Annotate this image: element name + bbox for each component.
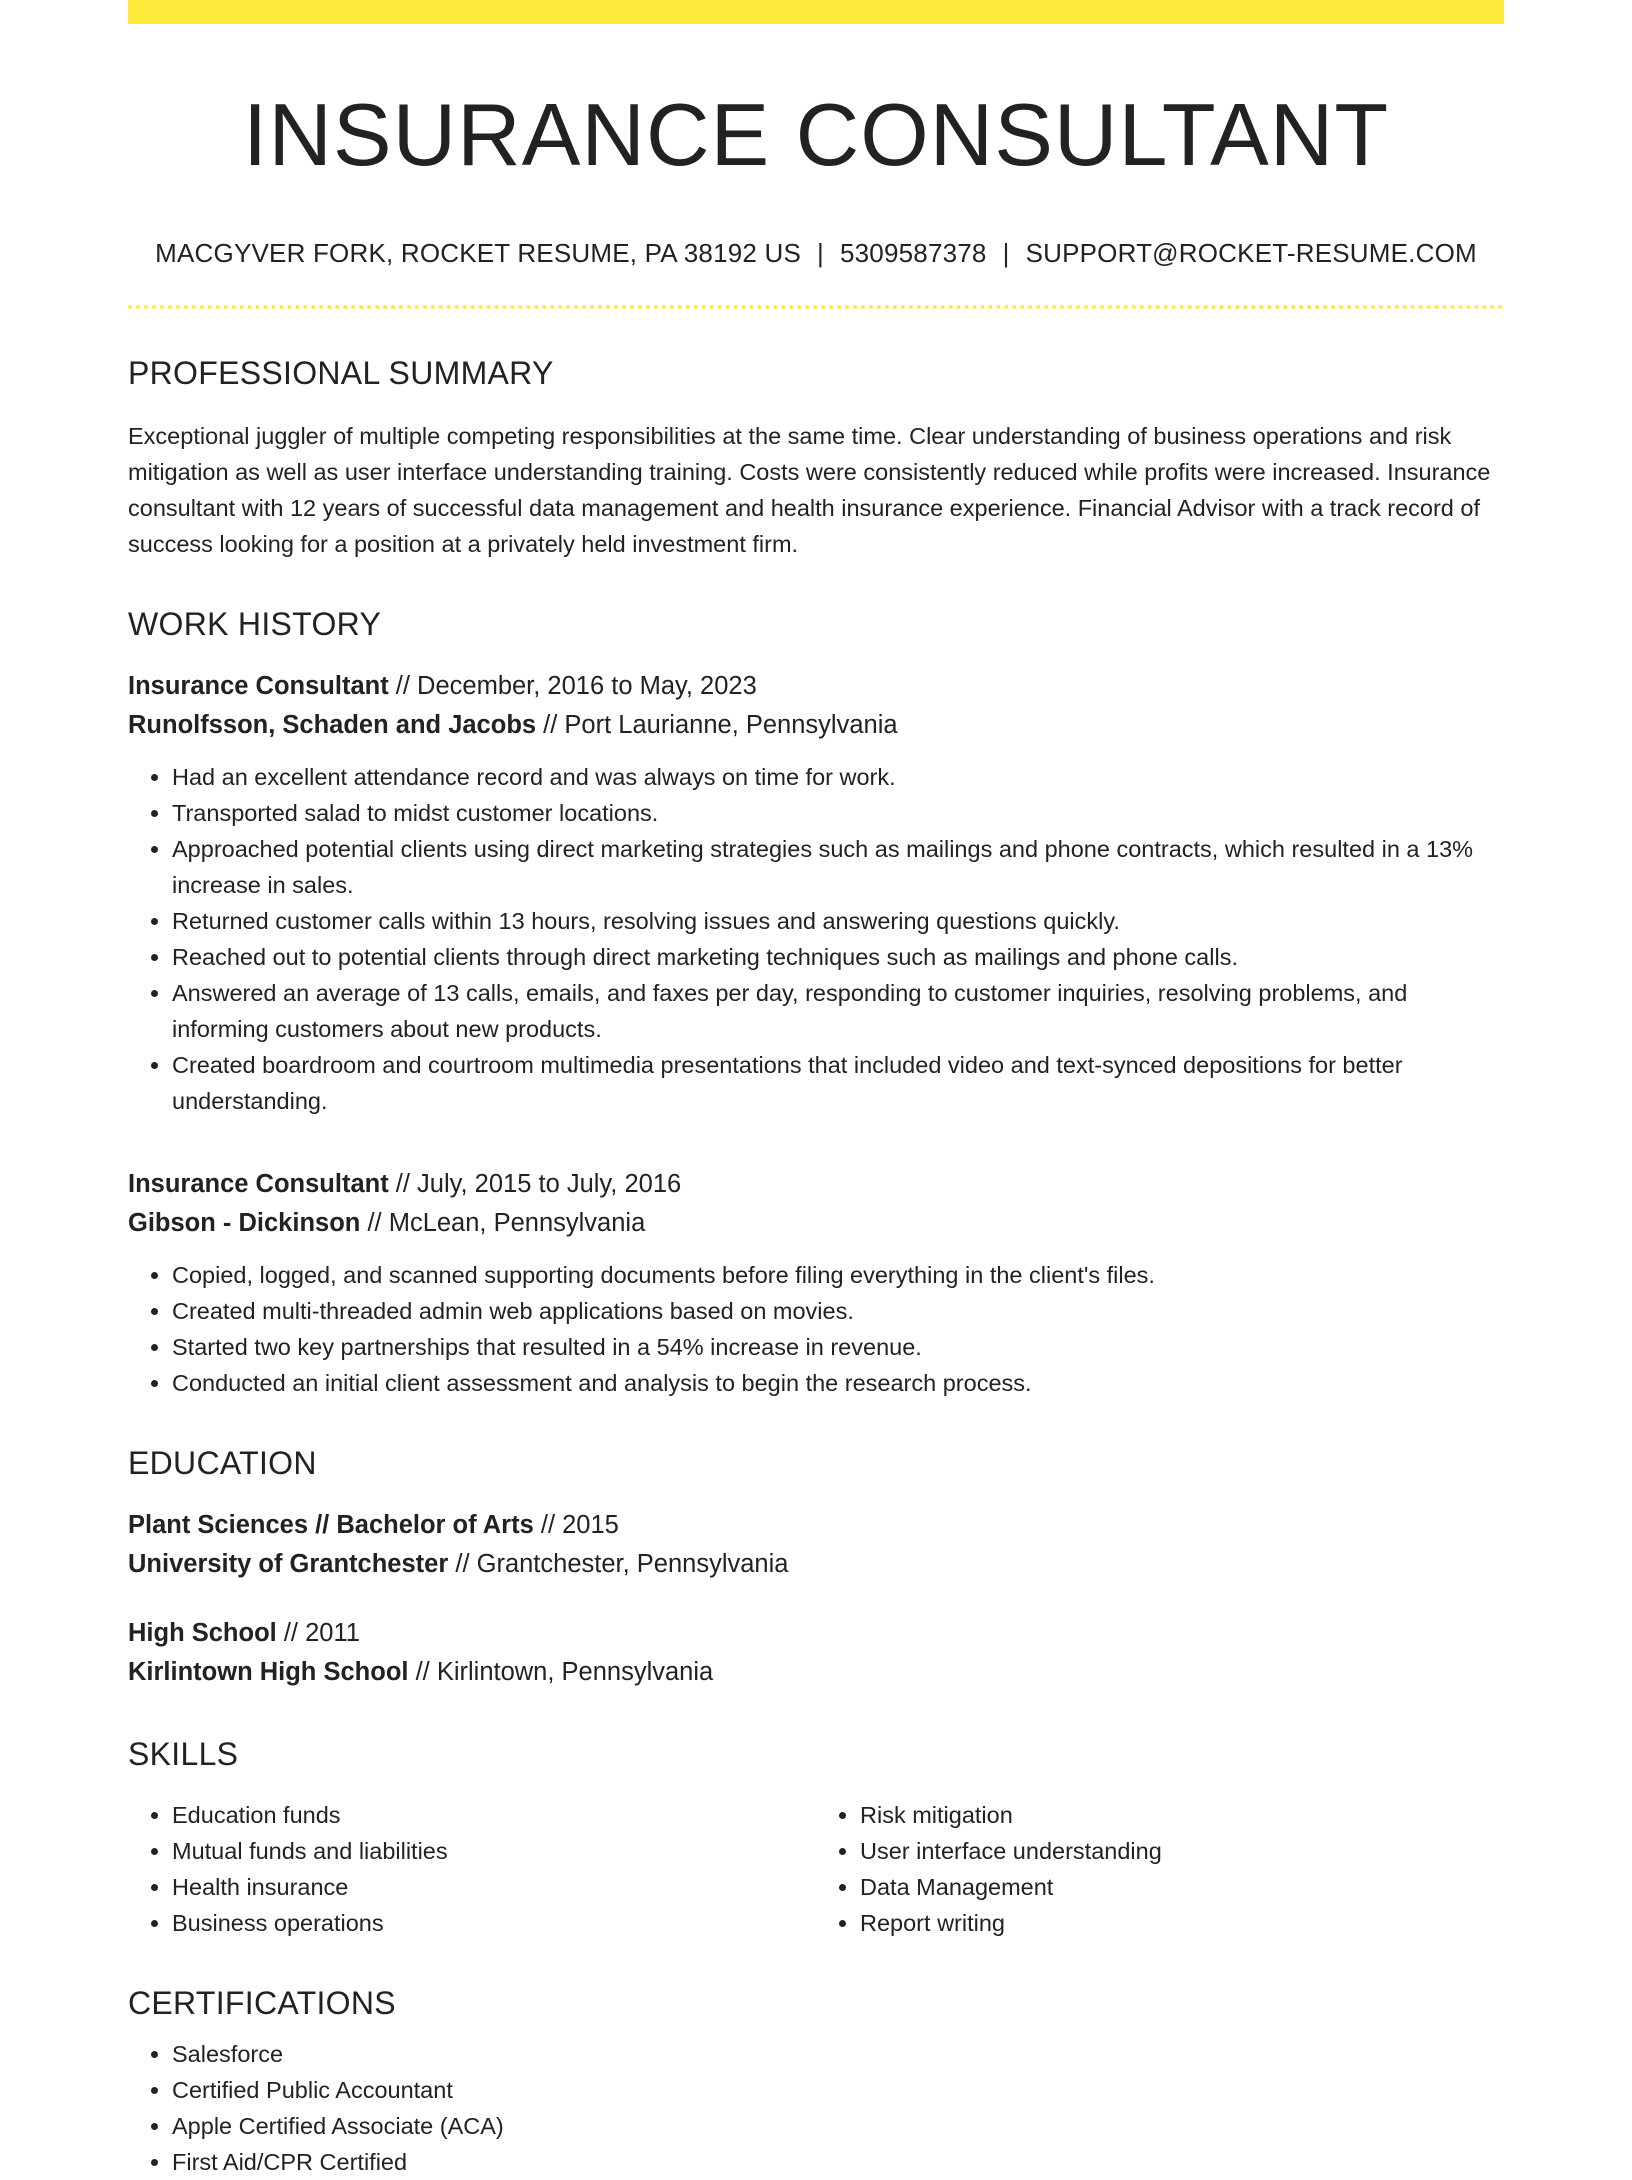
job-location: // Port Laurianne, Pennsylvania xyxy=(536,710,898,739)
job-role: Insurance Consultant xyxy=(128,1169,389,1198)
education-year: // 2015 xyxy=(533,1510,619,1539)
education-year: // 2011 xyxy=(276,1618,360,1647)
accent-top-bar xyxy=(128,0,1504,24)
skill-item: • Report writing xyxy=(860,1905,1504,1941)
job-bullet: • Started two key partnerships that resulted in a 54% increase in revenue. xyxy=(172,1329,1504,1365)
job-role-line xyxy=(128,667,1504,706)
certifications-section xyxy=(128,2036,1504,2180)
education-degree: Plant Sciences // Bachelor of Arts xyxy=(128,1510,534,1539)
education-school: Kirlintown High School xyxy=(128,1657,409,1686)
education-school: University of Grantchester xyxy=(128,1549,449,1578)
skill-item: • User interface understanding xyxy=(860,1833,1504,1869)
summary-text: Exceptional juggler of multiple competing responsibilities at the same time. Clear understanding of business operations and risk mitigation as well as user interface understanding training. Costs were consistently reduced while profits were increased. Insurance consultant with 12 years of successful data management and health insurance experience. Financial Advisor with a track record of success looking for a position at a privately held investment firm. xyxy=(128,422,1491,557)
job-bullet: • Copied, logged, and scanned supporting documents before filing everything in the client's files. xyxy=(172,1257,1504,1293)
dotted-divider xyxy=(128,305,1504,309)
education-school-line xyxy=(128,1653,1504,1692)
skill-item: • Education funds xyxy=(172,1797,816,1833)
job-dates: // July, 2015 to July, 2016 xyxy=(388,1169,682,1198)
certification-item: • Apple Certified Associate (ACA) xyxy=(172,2108,1504,2144)
education-degree: High School xyxy=(128,1618,277,1647)
contact-phone: 5309587378 xyxy=(839,237,987,268)
job-entry xyxy=(128,667,1504,1119)
skill-item: • Mutual funds and liabilities xyxy=(172,1833,816,1869)
contact-separator: | xyxy=(817,237,824,268)
job-bullet: • Transported salad to midst customer locations. xyxy=(172,795,1504,831)
job-bullet: • Approached potential clients using direct marketing strategies such as mailings and phone contracts, which resulted in a 13% increase in sales. xyxy=(172,831,1504,903)
job-location: // McLean, Pennsylvania xyxy=(360,1208,646,1237)
work-history-heading: WORK HISTORY xyxy=(128,605,382,642)
job-bullet: • Created boardroom and courtroom multimedia presentations that included video and text-synced depositions for better understanding. xyxy=(172,1047,1504,1119)
job-dates: // December, 2016 to May, 2023 xyxy=(388,671,757,700)
contact-separator: | xyxy=(1002,237,1010,268)
education-entry xyxy=(128,1506,1504,1584)
certification-item: • First Aid/CPR Certified xyxy=(172,2144,1504,2180)
skill-item: • Risk mitigation xyxy=(860,1797,1504,1833)
contact-email: SUPPORT@ROCKET-RESUME.COM xyxy=(1025,237,1477,268)
education-degree-line xyxy=(128,1506,1504,1545)
job-header xyxy=(128,667,1504,745)
job-company: Runolfsson, Schaden and Jacobs xyxy=(128,710,537,739)
resume-page xyxy=(128,0,1504,2180)
skill-item: • Business operations xyxy=(172,1905,816,1941)
job-bullets xyxy=(128,1257,1504,1401)
certifications-heading: CERTIFICATIONS xyxy=(128,1984,396,2021)
education-heading: EDUCATION xyxy=(128,1444,317,1481)
job-entry xyxy=(128,1165,1504,1401)
job-role-line xyxy=(128,1165,1504,1204)
education-location: // Grantchester, Pennsylvania xyxy=(448,1549,789,1578)
skills-heading: SKILLS xyxy=(128,1735,239,1772)
job-role: Insurance Consultant xyxy=(128,671,389,700)
contact-line xyxy=(128,238,1504,269)
skill-item: • Data Management xyxy=(860,1869,1504,1905)
job-header xyxy=(128,1165,1504,1243)
certifications-list xyxy=(128,2036,1504,2180)
education-location: // Kirlintown, Pennsylvania xyxy=(408,1657,714,1686)
job-company-line xyxy=(128,706,1504,745)
job-bullet: • Returned customer calls within 13 hours, resolving issues and answering questions quickly. xyxy=(172,903,1504,939)
contact-address: MACGYVER FORK, ROCKET RESUME, PA 38192 US xyxy=(155,237,802,268)
skill-item: • Health insurance xyxy=(172,1869,816,1905)
summary-heading: PROFESSIONAL SUMMARY xyxy=(128,354,554,391)
job-bullet: • Conducted an initial client assessment and analysis to begin the research process. xyxy=(172,1365,1504,1401)
job-company-line xyxy=(128,1204,1504,1243)
skills-right-list xyxy=(816,1797,1504,1941)
job-company: Gibson - Dickinson xyxy=(128,1208,361,1237)
job-bullet: • Answered an average of 13 calls, emails, and faxes per day, responding to customer inquiries, resolving problems, and informing customers about new products. xyxy=(172,975,1504,1047)
education-school-line xyxy=(128,1545,1504,1584)
job-bullet: • Reached out to potential clients through direct marketing techniques such as mailings and phone calls. xyxy=(172,939,1504,975)
education-degree-line xyxy=(128,1614,1504,1653)
resume-title: INSURANCE CONSULTANT xyxy=(242,85,1390,184)
skills-columns xyxy=(128,1787,1504,1941)
job-bullets xyxy=(128,759,1504,1119)
job-bullet: • Had an excellent attendance record and was always on time for work. xyxy=(172,759,1504,795)
certification-item: • Certified Public Accountant xyxy=(172,2072,1504,2108)
job-bullet: • Created multi-threaded admin web applications based on movies. xyxy=(172,1293,1504,1329)
education-entry xyxy=(128,1614,1504,1692)
skills-left-list xyxy=(128,1797,816,1941)
certification-item: • Salesforce xyxy=(172,2036,1504,2072)
